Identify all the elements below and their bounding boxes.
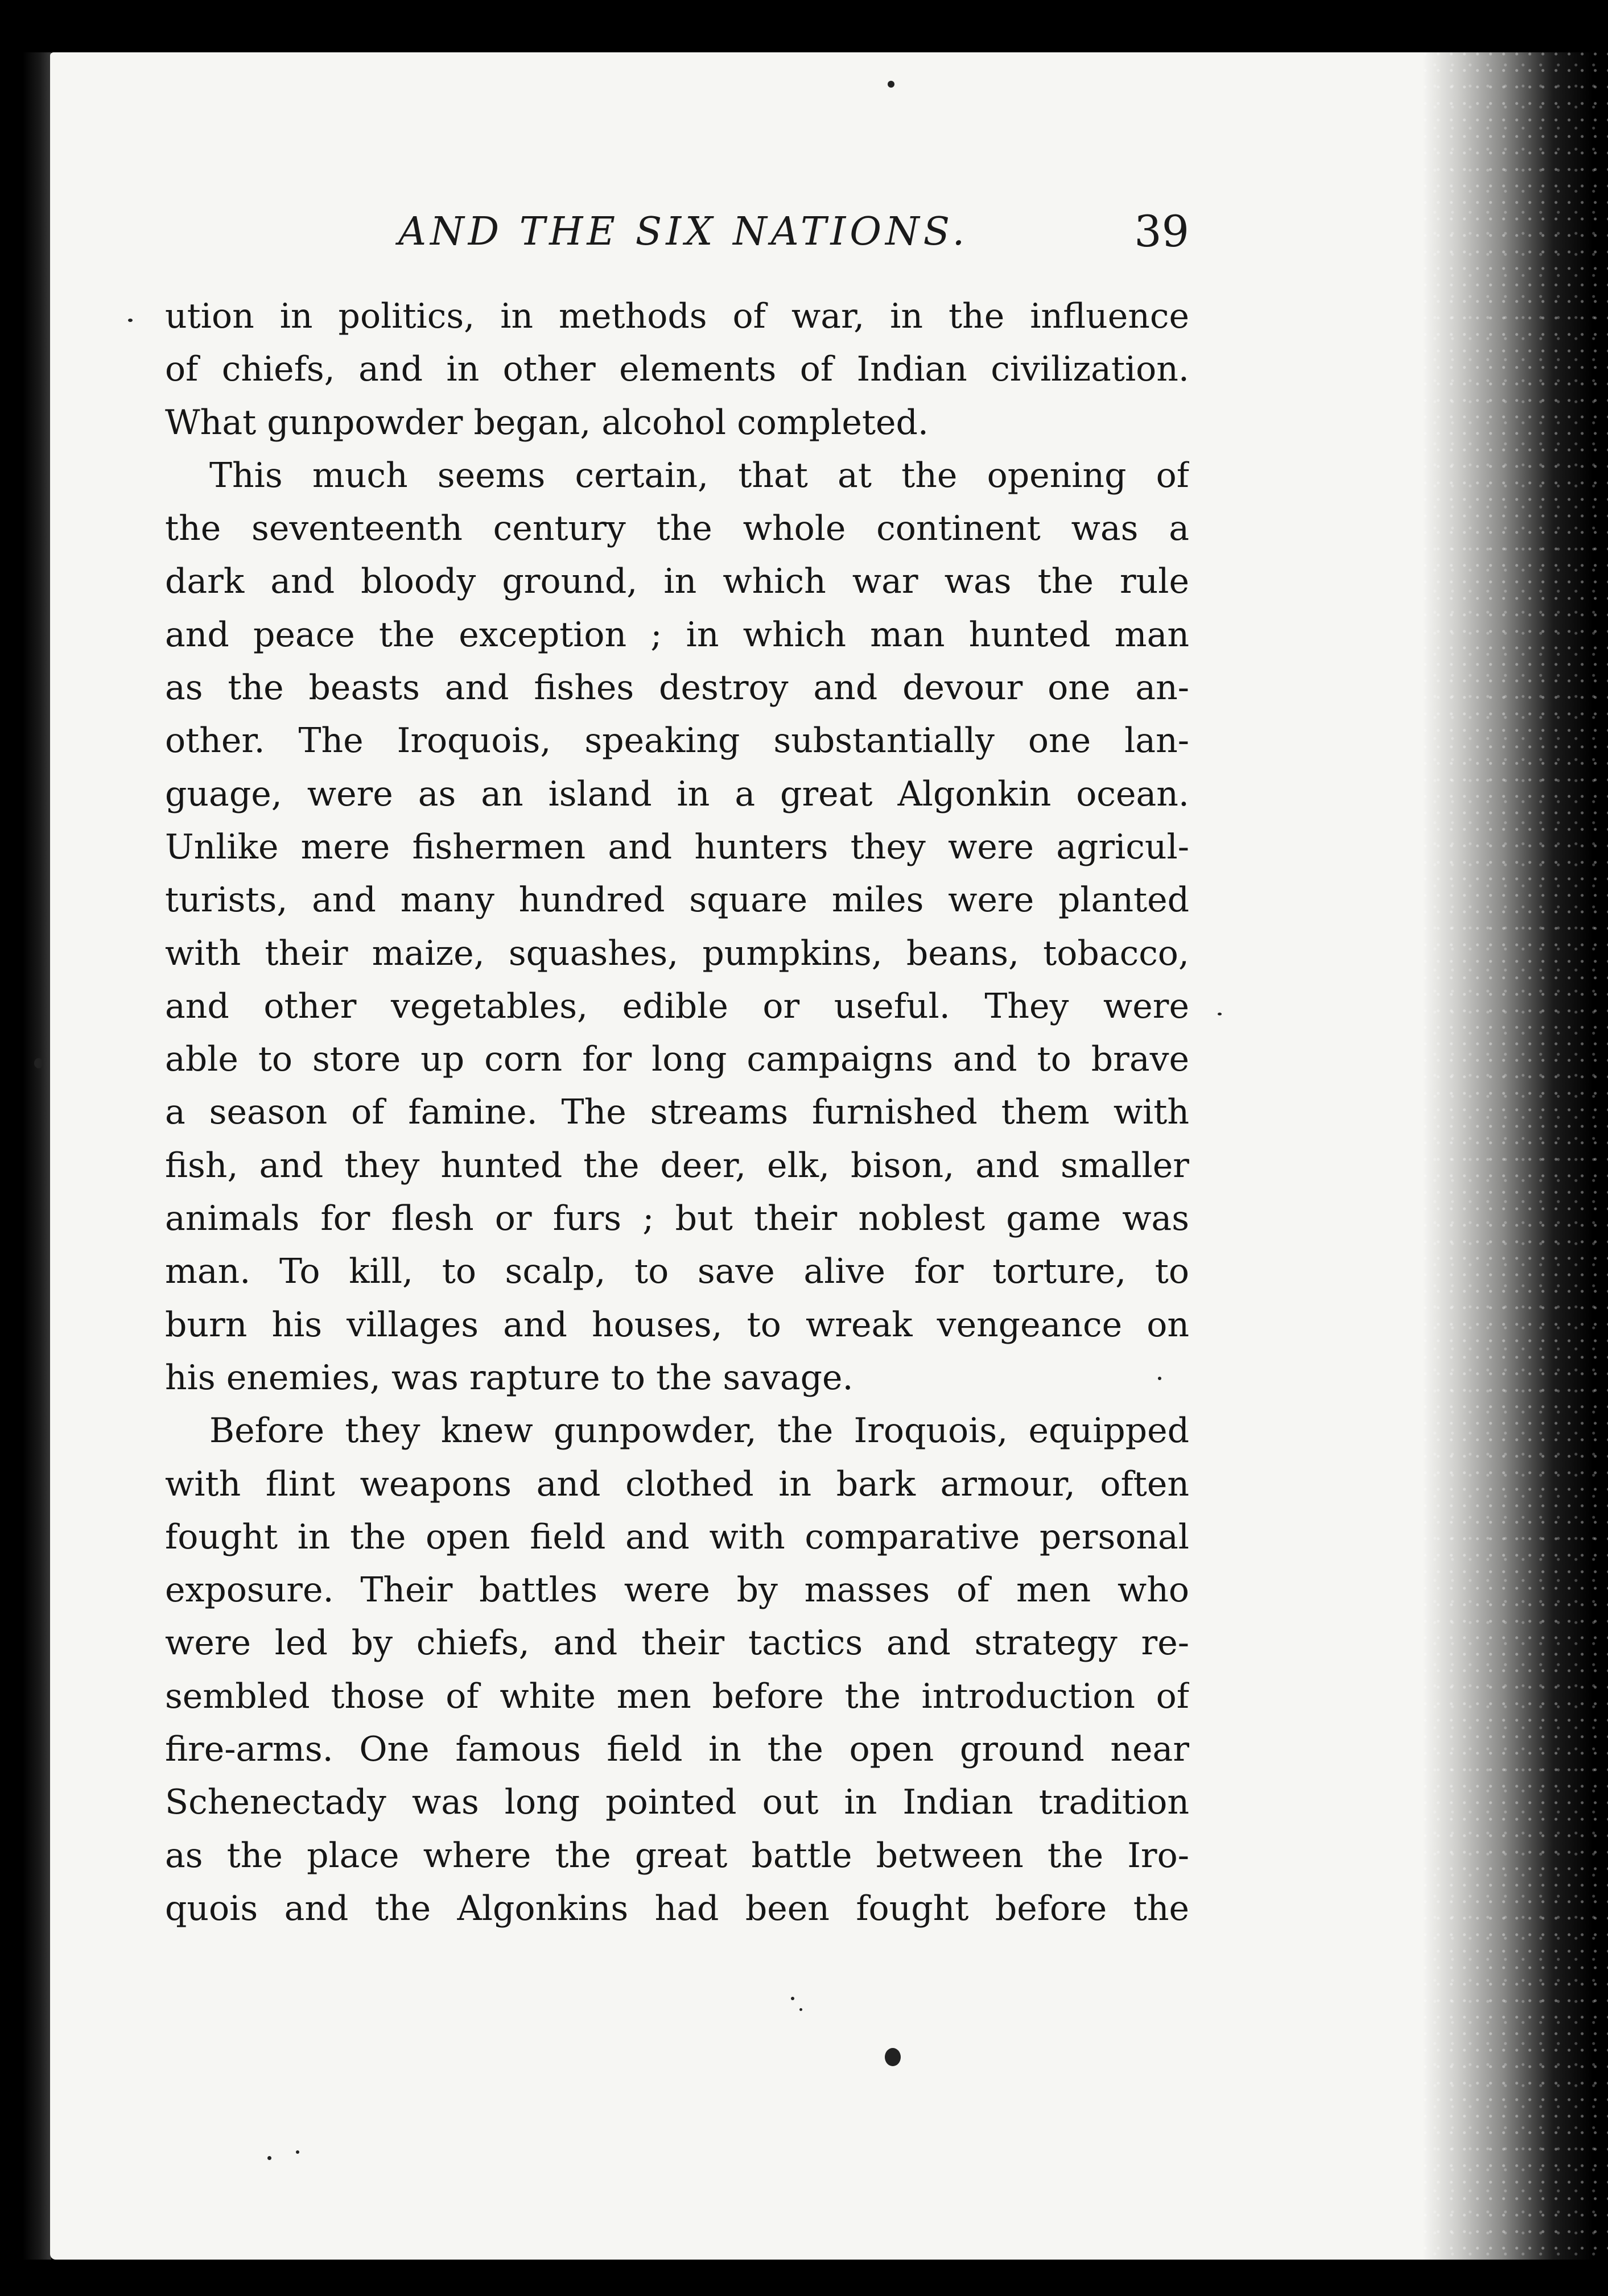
text-line: Before they knew gunpowder, the Iroquois, equipped — [209, 1411, 1189, 1451]
speck — [1158, 1377, 1161, 1380]
speck — [296, 2150, 299, 2154]
text-line: dark and bloody ground, in which war was the rule — [165, 561, 1189, 602]
page-number: 39 — [1134, 206, 1189, 257]
text-line: as the place where the great battle between the Iro- — [165, 1835, 1189, 1876]
text-line: fish, and they hunted the deer, elk, bison, and smaller — [165, 1145, 1189, 1186]
text-line: fire-arms. One famous field in the open ground near — [165, 1729, 1189, 1770]
page-bottom-shadow — [0, 2260, 1608, 2296]
text-line: and other vegetables, edible or useful. They were — [165, 986, 1189, 1026]
text-line: ution in politics, in methods of war, in the influence — [165, 296, 1189, 336]
page-header — [165, 198, 1189, 266]
text-line: What gunpowder began, alcohol completed. — [165, 402, 929, 443]
text-line: able to store up corn for long campaigns and to brave — [165, 1039, 1189, 1080]
text-line: fought in the open field and with comparative personal — [165, 1517, 1189, 1557]
text-line: were led by chiefs, and their tactics and strategy re- — [165, 1623, 1189, 1663]
text-line: Schenectady was long pointed out in Indian tradition — [165, 1782, 1189, 1823]
text-line: guage, were as an island in a great Algonkin ocean. — [165, 774, 1189, 814]
text-line: the seventeenth century the whole continent was a — [165, 509, 1189, 549]
text-line: This much seems certain, that at the opening of — [209, 455, 1189, 495]
text-line: and peace the exception ; in which man hunted man — [165, 614, 1189, 655]
speck — [1218, 1013, 1222, 1015]
speck — [791, 1997, 794, 2000]
text-line: his enemies, was rapture to the savage. — [165, 1357, 854, 1398]
text-line: turists, and many hundred square miles were planted — [165, 880, 1189, 920]
text-line: of chiefs, and in other elements of Indian civilization. — [165, 349, 1189, 390]
text-line: exposure. Their battles were by masses of men who — [165, 1570, 1189, 1610]
body-text — [165, 290, 1189, 1935]
text-line: animals for flesh or furs ; but their noblest game was — [165, 1199, 1189, 1239]
page-left-shadow — [0, 52, 51, 2260]
text-line: as the beasts and fishes destroy and devour one an- — [165, 668, 1189, 708]
speck — [799, 2008, 802, 2011]
speck — [885, 2048, 901, 2066]
speck — [267, 2156, 271, 2160]
speck — [34, 1058, 43, 1068]
text-line: a season of famine. The streams furnished them with — [165, 1092, 1189, 1133]
speck — [128, 319, 133, 322]
text-line: man. To kill, to scalp, to save alive for torture, to — [165, 1252, 1189, 1292]
page-right-gutter-noise — [1423, 52, 1608, 2260]
text-line: sembled those of white men before the introduction of — [165, 1676, 1189, 1716]
speck — [888, 81, 894, 88]
text-line: Unlike mere fishermen and hunters they were agricul- — [165, 827, 1189, 867]
text-line: burn his villages and houses, to wreak vengeance on — [165, 1304, 1189, 1345]
text-line: quois and the Algonkins had been fought before the — [165, 1888, 1189, 1929]
text-line: other. The Iroquois, speaking substantially one lan- — [165, 721, 1189, 761]
running-title: AND THE SIX NATIONS. — [398, 209, 969, 254]
text-line: with their maize, squashes, pumpkins, beans, tobacco, — [165, 933, 1189, 973]
text-line: with flint weapons and clothed in bark armour, often — [165, 1464, 1189, 1504]
